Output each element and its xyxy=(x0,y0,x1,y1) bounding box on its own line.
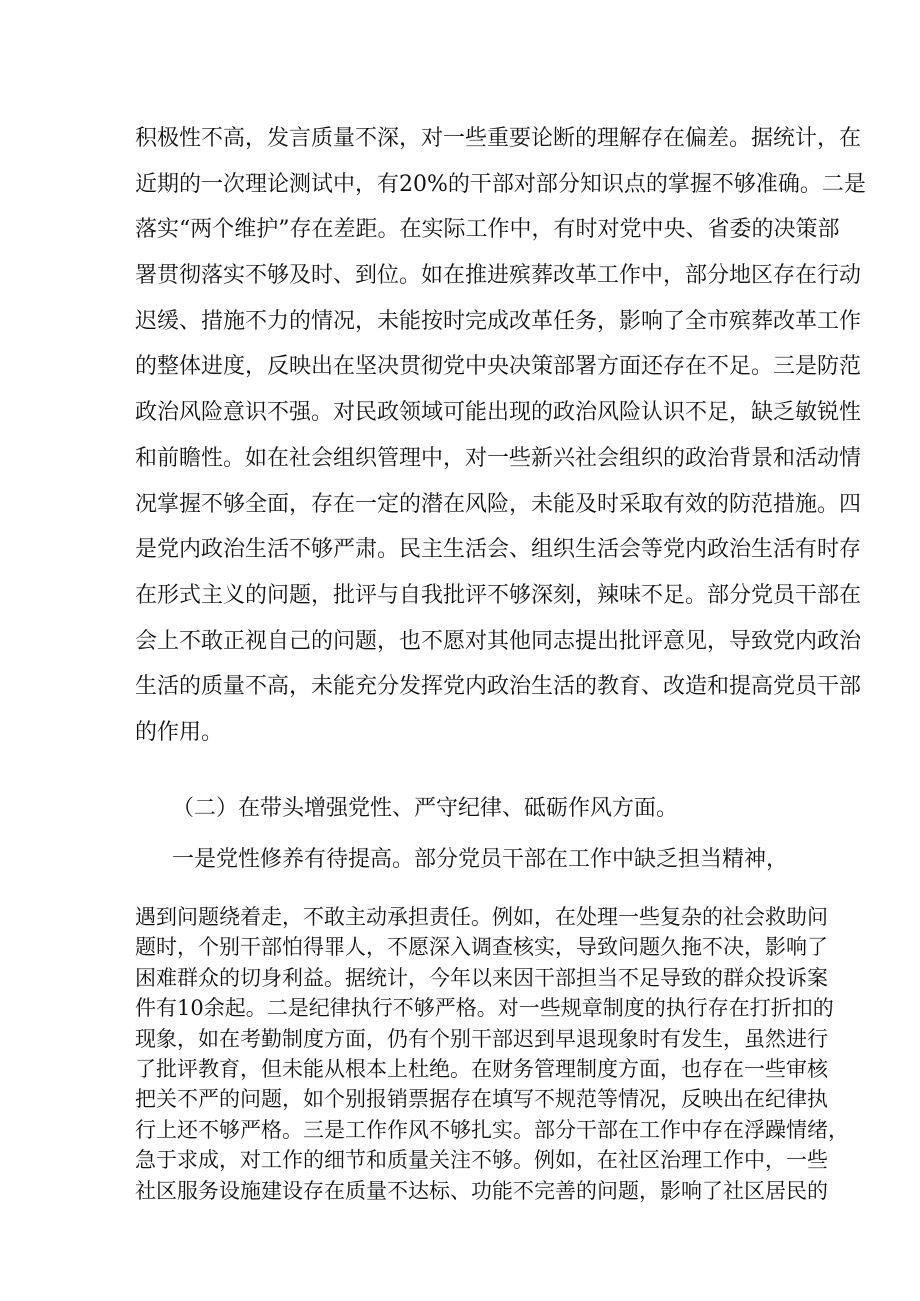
text-line: 迟缓、措施不力的情况，未能按时完成改革任务，影响了全市殡葬改革工作 xyxy=(135,308,862,334)
text-line: 近期的一次理论测试中，有20%的干部对部分知识点的掌握不够准确。二是 xyxy=(135,171,866,197)
text-line: 政治风险意识不强。对民政领域可能出现的政治风险认识不足，缺乏敏锐性 xyxy=(135,400,862,426)
text-line: 和前瞻性。如在社会组织管理中，对一些新兴社会组织的政治背景和活动情 xyxy=(135,445,862,471)
text-line: 件有10余起。二是纪律执行不够严格。对一些规章制度的执行存在打折扣的 xyxy=(135,996,834,1021)
text-line: 会上不敢正视自己的问题，也不愿对其他同志提出批评意见，导致党内政治 xyxy=(135,628,862,654)
text-line: 行上还不够严格。三是工作作风不够扎实。部分干部在工作中存在浮躁情绪， xyxy=(135,1117,849,1142)
text-line: 现象，如在考勤制度方面，仍有个别干部迟到早退现象时有发生，虽然进行 xyxy=(135,1026,828,1051)
text-line: 社区服务设施建设存在质量不达标、功能不完善的问题，影响了社区居民的 xyxy=(135,1178,828,1203)
text-line: 困难群众的切身利益。据统计，今年以来因干部担当不足导致的群众投诉案 xyxy=(135,965,828,990)
paragraph-political-issues xyxy=(135,116,866,756)
text-line: 急于求成，对工作的细节和质量关注不够。例如，在社区治理工作中，一些 xyxy=(135,1148,828,1173)
paragraph-intro xyxy=(172,840,795,880)
paragraph-party-spirit xyxy=(135,902,849,1206)
text-line: 的整体进度，反映出在坚决贯彻党中央决策部署方面还存在不足。三是防范 xyxy=(135,354,862,380)
text-line: 况掌握不够全面，存在一定的潜在风险，未能及时采取有效的防范措施。四 xyxy=(135,491,862,517)
text-line: 一是党性修养有待提高。部分党员干部在工作中缺乏担当精神， xyxy=(172,847,789,872)
text-line: 生活的质量不高，未能充分发挥党内政治生活的教育、改造和提高党员干部 xyxy=(135,674,862,700)
text-line: 的作用。 xyxy=(135,719,224,745)
text-line: 了批评教育，但未能从根本上杜绝。在财务管理制度方面，也存在一些审核 xyxy=(135,1056,828,1081)
text-line: 落实“两个维护”存在差距。在实际工作中，有时对党中央、省委的决策部 xyxy=(135,217,840,243)
text-line: 把关不严的问题，如个别报销票据存在填写不规范等情况，反映出在纪律执 xyxy=(135,1087,828,1112)
text-line: 在形式主义的问题，批评与自我批评不够深刻，辣味不足。部分党员干部在 xyxy=(135,582,862,608)
section-heading-text: （二）在带头增强党性、严守纪律、砥砺作风方面。 xyxy=(172,796,679,821)
text-line: 署贯彻落实不够及时、到位。如在推进殡葬改革工作中，部分地区存在行动 xyxy=(135,263,862,289)
text-line: 是党内政治生活不够严肃。民主生活会、组织生活会等党内政治生活有时存 xyxy=(135,537,862,563)
text-line: 题时，个别干部怕得罪人，不愿深入调查核实，导致问题久拖不决，影响了 xyxy=(135,935,828,960)
text-line: 积极性不高，发言质量不深，对一些重要论断的理解存在偏差。据统计，在 xyxy=(135,126,862,151)
section-heading xyxy=(172,789,795,829)
text-line: 遇到问题绕着走，不敢主动承担责任。例如，在处理一些复杂的社会救助问 xyxy=(135,905,828,929)
